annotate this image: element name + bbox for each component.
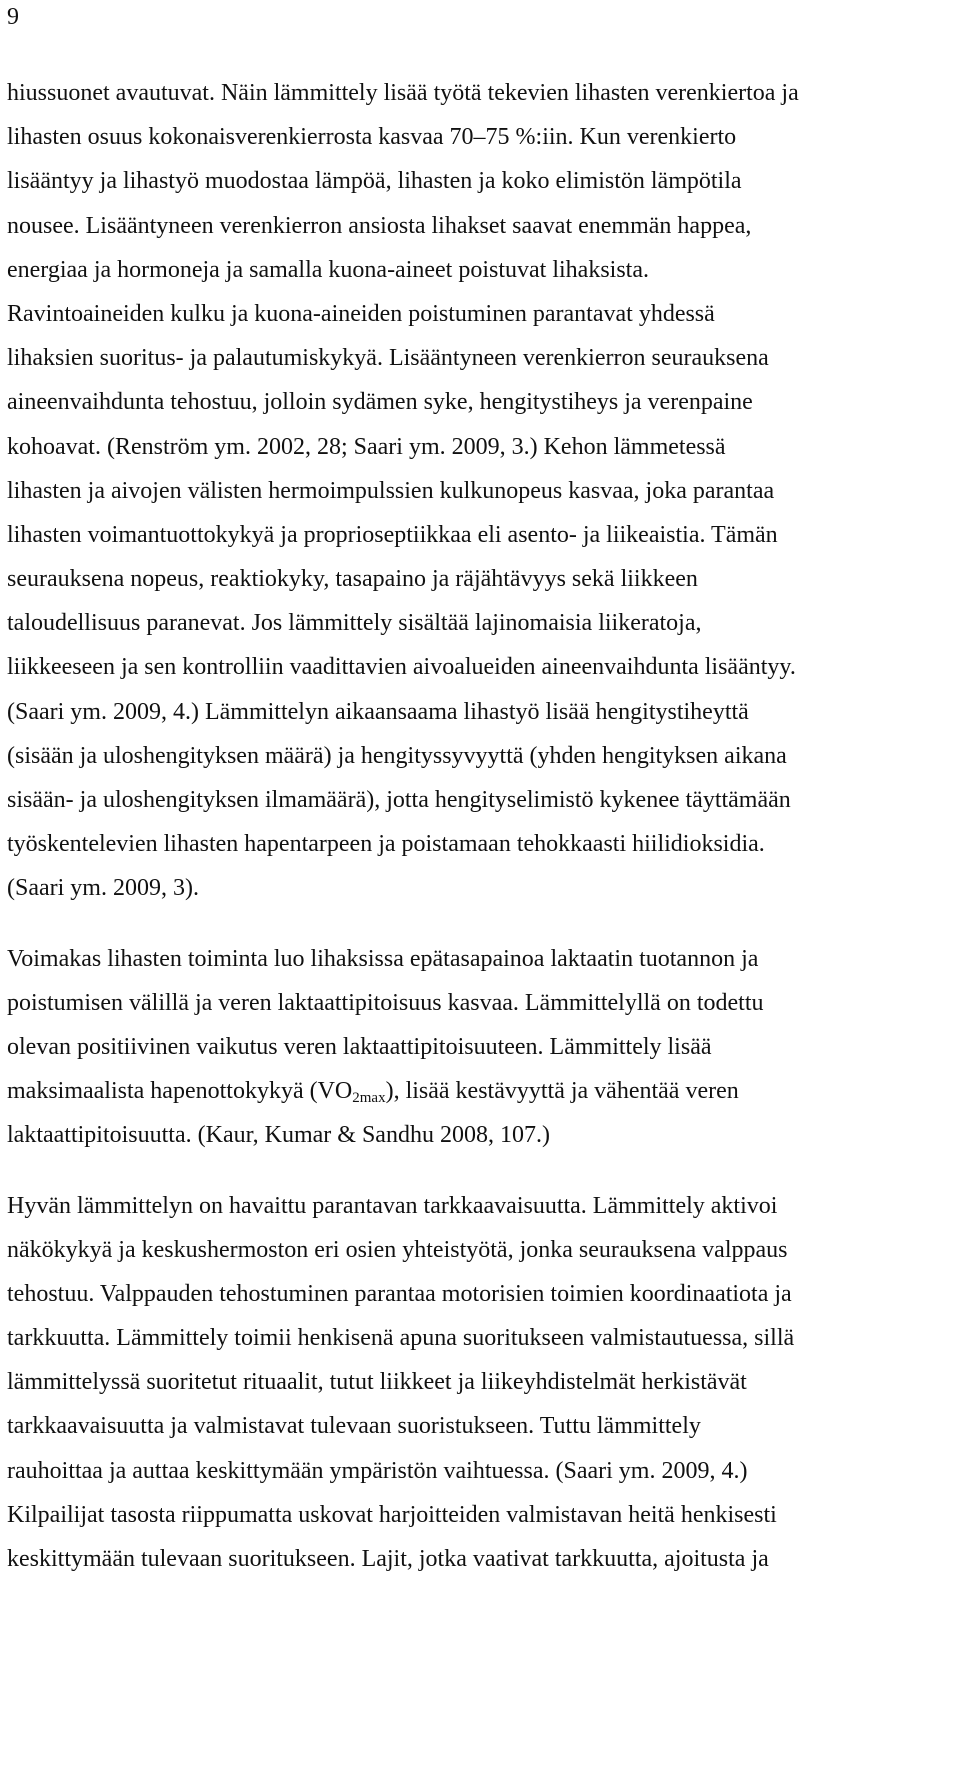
page-number: 9 [7, 4, 19, 30]
text-line: laktaattipitoisuutta. (Kaur, Kumar & Sandhu 2008, 107.) [7, 1122, 550, 1149]
text-line: olevan positiivinen vaikutus veren laktaattipitoisuuteen. Lämmittely lisää [7, 1033, 712, 1060]
text-line: (Saari ym. 2009, 3). [7, 875, 199, 902]
text-line: (sisään ja uloshengityksen määrä) ja hengityssyvyyttä (yhden hengityksen aikana [7, 742, 787, 769]
text-line: hiussuonet avautuvat. Näin lämmittely lisää työtä tekevien lihasten verenkiertoa ja [7, 80, 799, 106]
vo2-text-after: ), lisää kestävyyttä ja vähentää veren [385, 1078, 739, 1105]
text-line: Ravintoaineiden kulku ja kuona-aineiden poistuminen parantavat yhdessä [7, 300, 715, 327]
text-line: liikkeeseen ja sen kontrolliin vaadittavien aivoalueiden aineenvaihdunta lisääntyy. [7, 654, 796, 681]
text-line: poistumisen välillä ja veren laktaattipitoisuus kasvaa. Lämmittelyllä on todettu [7, 989, 764, 1016]
body-text [7, 71, 953, 1581]
text-line: lihasten voimantuottokykyä ja proprioseptiikkaa eli asento- ja liikeaistia. Tämän [7, 521, 778, 548]
text-line: seurauksena nopeus, reaktiokyky, tasapaino ja räjähtävyys sekä liikkeen [7, 566, 698, 593]
text-line: kohoavat. (Renström ym. 2002, 28; Saari ym. 2009, 3.) Kehon lämmetessä [7, 433, 726, 460]
text-line: keskittymään tulevaan suoritukseen. Lajit, jotka vaativat tarkkuutta, ajoitusta ja [7, 1546, 769, 1572]
text-line: työskentelevien lihasten hapentarpeen ja poistamaan tehokkaasti hiilidioksidia. [7, 831, 765, 858]
text-line: taloudellisuus paranevat. Jos lämmittely sisältää lajinomaisia liikeratoja, [7, 610, 702, 637]
text-line: lisääntyy ja lihastyö muodostaa lämpöä, lihasten ja koko elimistön lämpötila [7, 168, 742, 195]
text-line: Hyvän lämmittelyn on havaittu parantavan tarkkaavaisuutta. Lämmittely aktivoi [7, 1192, 778, 1219]
paragraph-gap [7, 911, 953, 937]
text-line: tarkkuutta. Lämmittely toimii henkisenä apuna suoritukseen valmistautuessa, sillä [7, 1325, 795, 1352]
paragraph-circulation [7, 71, 953, 911]
text-line: aineenvaihdunta tehostuu, jolloin sydämen syke, hengitystiheys ja verenpaine [7, 389, 753, 416]
text-line: lihasten ja aivojen välisten hermoimpulssien kulkunopeus kasvaa, joka parantaa [7, 477, 775, 504]
paragraph-gap [7, 1158, 953, 1184]
text-line: tarkkaavaisuutta ja valmistavat tulevaan suoristukseen. Tuttu lämmittely [7, 1413, 701, 1440]
text-line: tehostuu. Valppauden tehostuminen parantaa motorisien toimien koordinaatiota ja [7, 1280, 792, 1307]
vo2-text-before: maksimaalista hapenottokykyä (VO [7, 1078, 353, 1105]
text-line: lihaksien suoritus- ja palautumiskykyä. Lisääntyneen verenkierron seurauksena [7, 345, 769, 372]
vo2-subscript: 2max [352, 1090, 386, 1107]
text-line-vo2max [7, 1069, 953, 1113]
text-line: nousee. Lisääntyneen verenkierron ansiosta lihakset saavat enemmän happea, [7, 212, 752, 239]
text-line: näkökykyä ja keskushermoston eri osien yhteistyötä, jonka seurauksena valppaus [7, 1236, 788, 1263]
text-line: lämmittelyssä suoritetut rituaalit, tutut liikkeet ja liikeyhdistelmät herkistävät [7, 1369, 747, 1396]
text-line: Voimakas lihasten toiminta luo lihaksissa epätasapainoa laktaatin tuotannon ja [7, 945, 759, 972]
text-line: (Saari ym. 2009, 4.) Lämmittelyn aikaansaama lihastyö lisää hengitystiheyttä [7, 698, 749, 725]
text-line: lihasten osuus kokonaisverenkierrosta kasvaa 70–75 %:iin. Kun verenkierto [7, 124, 737, 151]
text-line: energiaa ja hormoneja ja samalla kuona-aineet poistuvat lihaksista. [7, 256, 649, 283]
text-line: sisään- ja uloshengityksen ilmamäärä), jotta hengityselimistö kykenee täyttämään [7, 787, 791, 813]
text-line: rauhoittaa ja auttaa keskittymään ympäristön vaihtuessa. (Saari ym. 2009, 4.) [7, 1457, 748, 1484]
paragraph-lactate [7, 937, 953, 1158]
paragraph-alertness [7, 1184, 953, 1582]
text-line: Kilpailijat tasosta riippumatta uskovat harjoitteiden valmistavan heitä henkisesti [7, 1501, 777, 1528]
